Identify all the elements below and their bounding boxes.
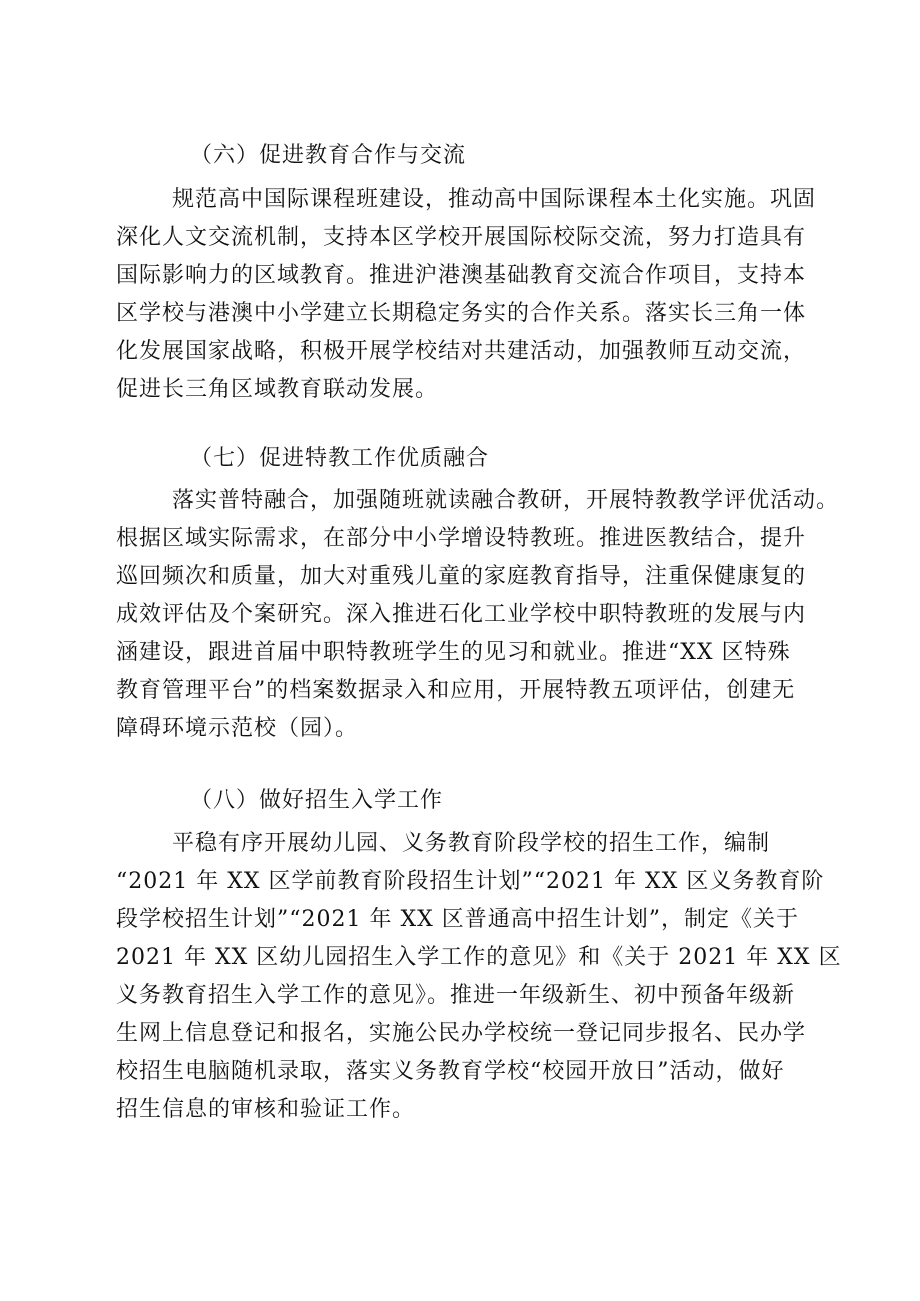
paragraph-line: 招生信息的审核和验证工作。: [116, 1097, 416, 1122]
paragraph-line: 教育管理平台”的档案数据录入和应用，开展特教五项评估，创建无: [116, 678, 796, 703]
paragraph-line: 区学校与港澳中小学建立长期稳定务实的合作关系。落实长三角一体: [116, 301, 807, 326]
section-paragraph: [116, 482, 840, 748]
paragraph-line: 根据区域实际需求，在部分中小学增设特教班。推进医教结合，提升: [116, 526, 807, 551]
paragraph-line: 段学校招生计划”“2021 年 XX 区普通高中招生计划”，制定《关于: [116, 907, 800, 932]
paragraph-line: 国际影响力的区域教育。推进沪港澳基础教育交流合作项目，支持本: [116, 263, 807, 288]
section-heading: （七）促进特教工作优质融合: [190, 446, 490, 471]
section-heading: （八）做好招生入学工作: [190, 788, 444, 813]
paragraph-line: 促进长三角区域教育联动发展。: [116, 377, 439, 402]
paragraph-line: 成效评估及个案研究。深入推进石化工业学校中职特教班的发展与内: [116, 602, 807, 627]
paragraph-line: 义务教育招生入学工作的意见》。推进一年级新生、初中预备年级新: [116, 983, 796, 1008]
paragraph-line: “2021 年 XX 区学前教育阶段招生计划”“2021 年 XX 区义务教育阶: [116, 869, 825, 894]
paragraph-line: 规范高中国际课程班建设，推动高中国际课程本土化实施。巩固: [172, 187, 817, 212]
section-paragraph: [116, 825, 842, 1129]
paragraph-line: 化发展国家战略，积极开展学校结对共建活动，加强教师互动交流，: [116, 339, 807, 364]
section-paragraph: [116, 181, 817, 409]
paragraph-line: 2021 年 XX 区幼儿园招生入学工作的意见》和《关于 2021 年 XX 区: [116, 945, 842, 970]
paragraph-line: 障碍环境示范校（园）。: [116, 716, 359, 741]
paragraph-line: 校招生电脑随机录取，落实义务教育学校“校园开放日”活动，做好: [116, 1059, 785, 1084]
paragraph-line: 巡回频次和质量，加大对重残儿童的家庭教育指导，注重保健康复的: [116, 564, 807, 589]
paragraph-line: 生网上信息登记和报名，实施公民办学校统一登记同步报名、民办学: [116, 1021, 807, 1046]
paragraph-line: 深化人文交流机制，支持本区学校开展国际校际交流，努力打造具有: [116, 225, 807, 250]
section-heading: （六）促进教育合作与交流: [190, 143, 467, 168]
paragraph-line: 涵建设，跟进首届中职特教班学生的见习和就业。推进“XX 区特殊: [116, 640, 791, 665]
paragraph-line: 落实普特融合，加强随班就读融合教研，开展特教教学评优活动。: [172, 488, 840, 513]
paragraph-line: 平稳有序开展幼儿园、义务教育阶段学校的招生工作，编制: [172, 831, 771, 856]
